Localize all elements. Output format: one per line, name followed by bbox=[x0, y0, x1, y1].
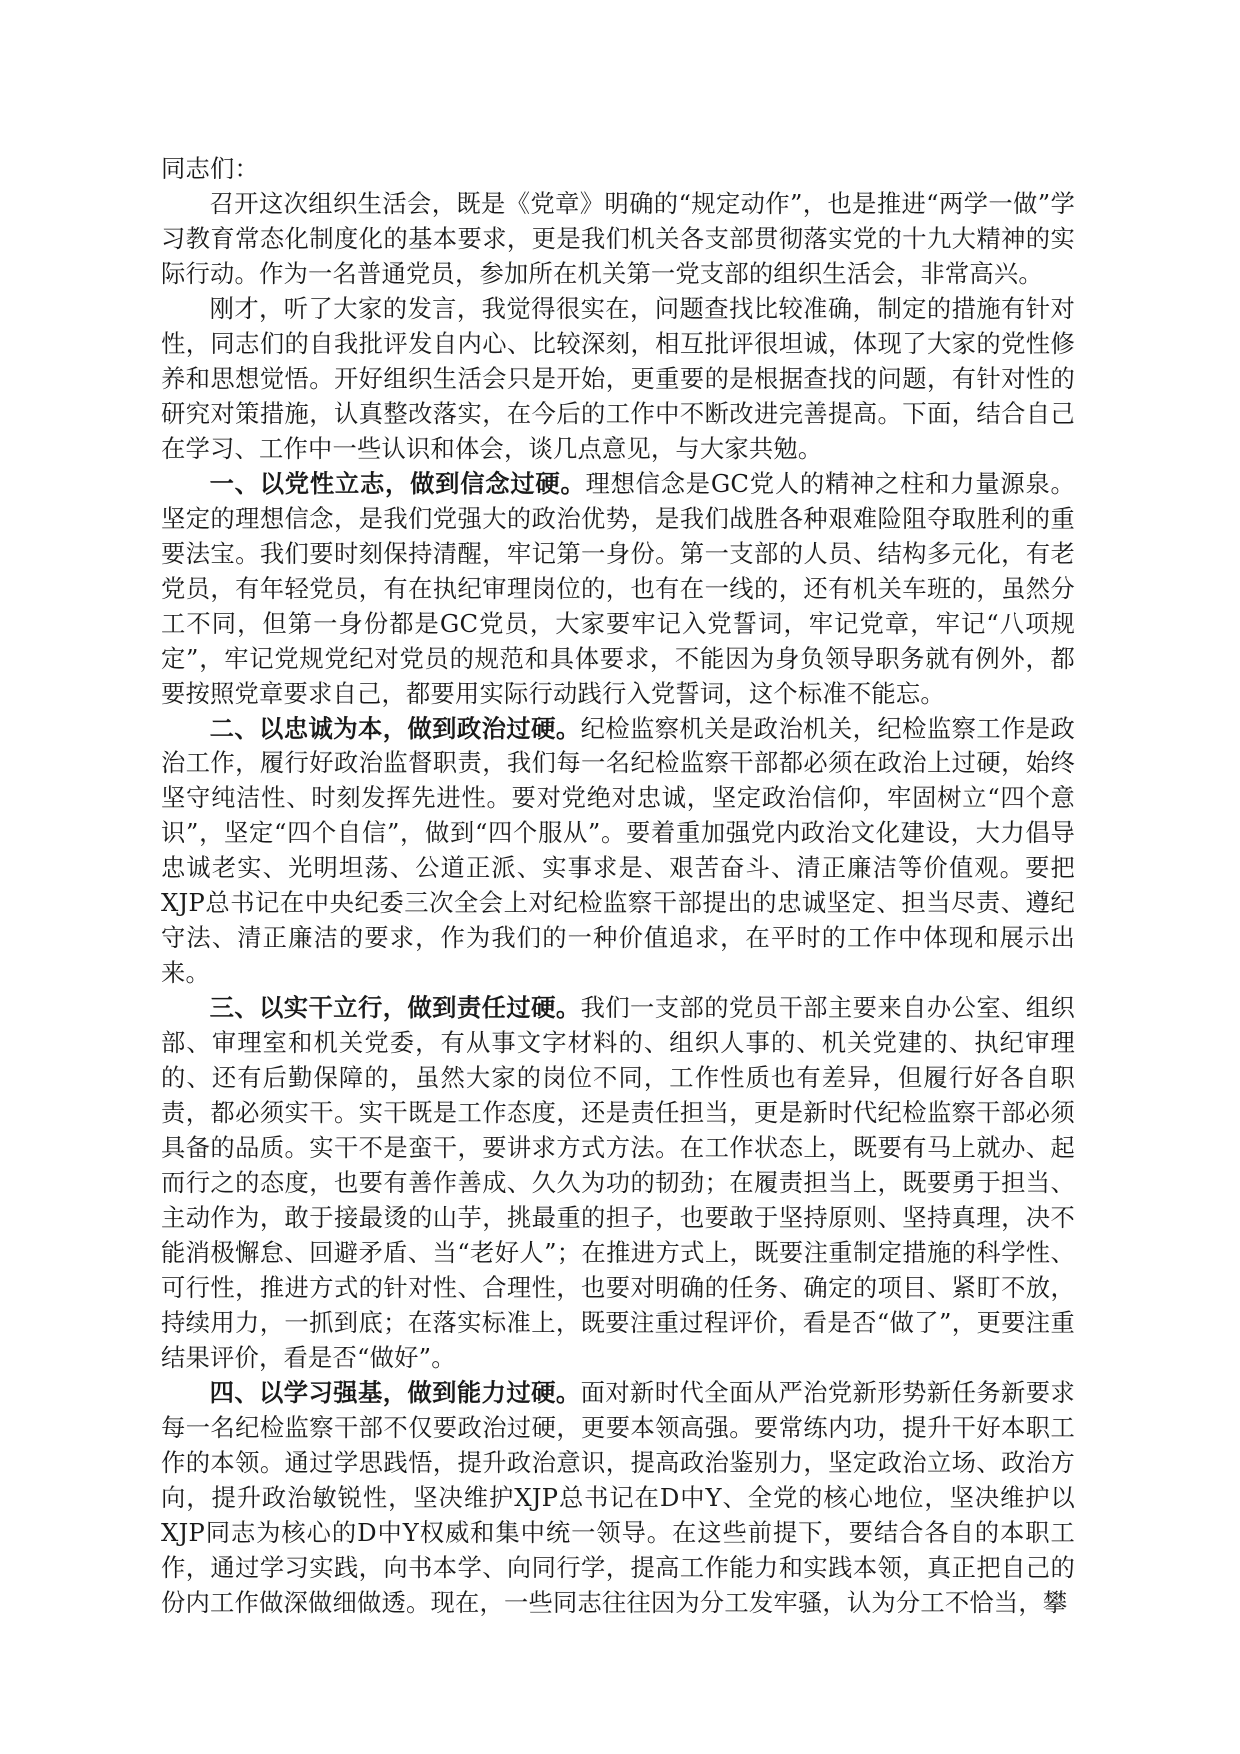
point-heading: 四、以学习强基，做到能力过硬。 bbox=[209, 1377, 581, 1407]
point-heading: 二、以忠诚为本，做到政治过硬。 bbox=[209, 713, 581, 743]
point-heading: 一、以党性立志，做到信念过硬。 bbox=[209, 468, 586, 498]
salutation: 同志们： bbox=[161, 154, 259, 183]
paragraph-text: 刚才，听了大家的发言，我觉得很实在，问题查找比较准确，制定的措施有针对性，同志们的自我批评发自内心、比较深刻，相互批评很坦诚，体现了大家的党性修养和思想觉悟。开好组织生活会只是开始，更重要的是根据查找的问题，有针对性的研究对策措施，认真整改落实，在今后的工作中不断改进完善提高。下面，结合自己在学习、工作中一些认识和体会，谈几点意见，与大家共勉。 bbox=[161, 293, 1075, 463]
paragraph-point-4 bbox=[161, 1376, 1075, 1621]
paragraph-point-1 bbox=[161, 467, 1075, 712]
paragraph-text: 我们一支部的党员干部主要来自办公室、组织部、审理室和机关党委，有从事文字材料的、组织人事的、机关党建的、执纪审理的、还有后勤保障的，虽然大家的岗位不同，工作性质也有差异，但履行好各自职责，都必须实干。实干既是工作态度，还是责任担当，更是新时代纪检监察干部必须具备的品质。实干不是蛮干，要讲求方式方法。在工作状态上，既要有马上就办、起而行之的态度，也要有善作善成、久久为功的韧劲；在履责担当上，既要勇于担当、主动作为，敢于接最烫的山芋，挑最重的担子，也要敢于坚持原则、坚持真理，决不能消极懈怠、回避矛盾、当“老好人”；在推进方式上，既要注重制定措施的科学性、可行性，推进方式的针对性、合理性，也要对明确的任务、确定的项目、紧盯不放，持续用力，一抓到底；在落实标准上，既要注重过程评价，看是否“做了”，更要注重结果评价，看是否“做好”。 bbox=[161, 993, 1076, 1372]
paragraph-opening bbox=[161, 292, 1075, 467]
document-body bbox=[161, 152, 1075, 1621]
paragraph-text: 纪检监察机关是政治机关，纪检监察工作是政治工作，履行好政治监督职责，我们每一名纪检监察干部都必须在政治上过硬，始终坚守纯洁性、时刻发挥先进性。要对党绝对忠诚，坚定政治信仰，牢固树立“四个意识”，坚定“四个自信”，做到“四个服从”。要着重加强党内政治文化建设，大力倡导忠诚老实、光明坦荡、公道正派、实事求是、艰苦奋斗、清正廉洁等价值观。要把XJP总书记在中央纪委三次全会上对纪检监察干部提出的忠诚坚定、担当尽责、遵纪守法、清正廉洁的要求，作为我们的一种价值追求，在平时的工作中体现和展示出来。 bbox=[161, 713, 1076, 988]
paragraph-point-2 bbox=[161, 712, 1075, 992]
paragraph-text: 面对新时代全面从严治党新形势新任务新要求每一名纪检监察干部不仅要政治过硬，更要本领高强。要常练内功，提升干好本职工作的本领。通过学思践悟，提升政治意识，提高政治鉴别力，坚定政治立场、政治方向，提升政治敏锐性，坚决维护XJP总书记在D中Y、全党的核心地位，坚决维护以XJP同志为核心的D中Y权威和集中统一领导。在这些前提下，要结合各自的本职工作，通过学习实践，向书本学、向同行学，提高工作能力和实践本领，真正把自己的份内工作做深做细做透。现在，一些同志往往因为分工发牢骚，认为分工不恰当，攀 bbox=[161, 1377, 1076, 1617]
paragraph-point-3 bbox=[161, 991, 1075, 1376]
paragraph-text: 理想信念是GC党人的精神之柱和力量源泉。坚定的理想信念，是我们党强大的政治优势，是我们战胜各种艰难险阻夺取胜利的重要法宝。我们要时刻保持清醒，牢记第一身份。第一支部的人员、结构多元化，有老党员，有年轻党员，有在执纪审理岗位的，也有在一线的，还有机关车班的，虽然分工不同，但第一身份都是GC党员，大家要牢记入党誓词，牢记党章，牢记“八项规定”，牢记党规党纪对党员的规范和具体要求，不能因为身负领导职务就有例外，都要按照党章要求自己，都要用实际行动践行入党誓词，这个标准不能忘。 bbox=[161, 468, 1076, 708]
paragraph-intro bbox=[161, 187, 1075, 292]
paragraph-text: 召开这次组织生活会，既是《党章》明确的“规定动作”，也是推进“两学一做”学习教育常态化制度化的基本要求，更是我们机关各支部贯彻落实党的十九大精神的实际行动。作为一名普通党员，参加所在机关第一党支部的组织生活会，非常高兴。 bbox=[161, 188, 1075, 288]
point-heading: 三、以实干立行，做到责任过硬。 bbox=[209, 993, 581, 1023]
